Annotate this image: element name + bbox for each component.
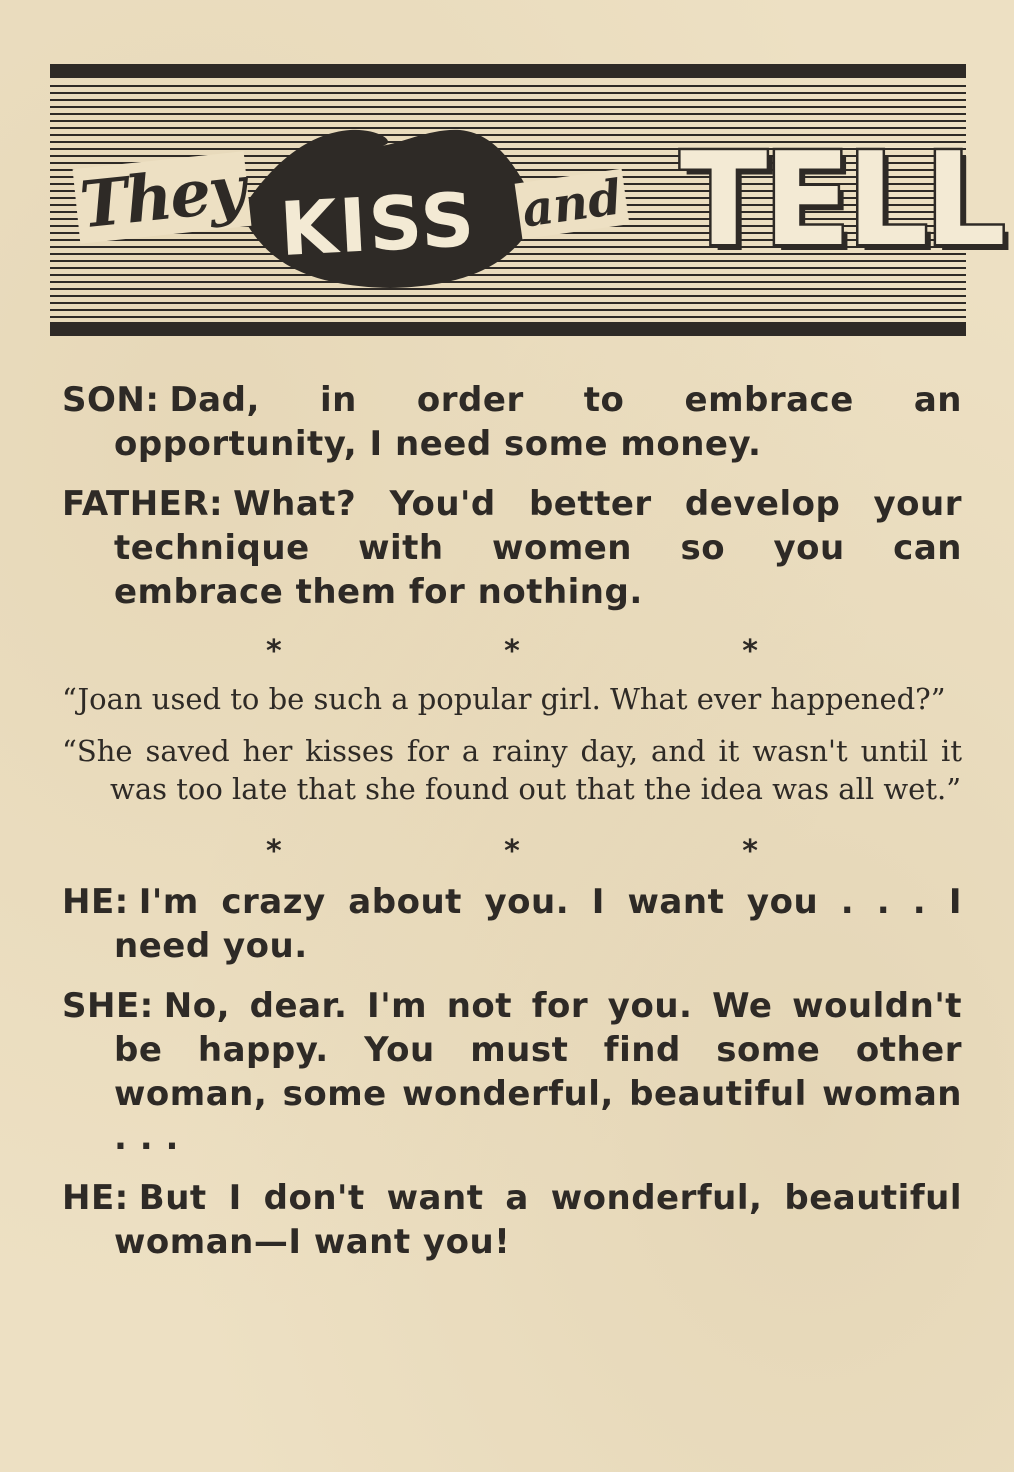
dialogue-text: I'm crazy about you. I want you . . . I need you. bbox=[114, 882, 962, 966]
speaker-label: SON: bbox=[62, 380, 160, 420]
title-tell: TELL bbox=[680, 126, 1002, 275]
joke2-question: “Joan used to be such a popular girl. What ever happened?” bbox=[62, 682, 946, 716]
dialogue-text: But I don't want a wonderful, beautiful woman—I want you! bbox=[114, 1178, 962, 1262]
title-kiss: KISS bbox=[277, 176, 479, 274]
joke3-he-reply bbox=[62, 1176, 962, 1264]
dialogue-text: Dad, in order to embrace an opportunity, I need some money. bbox=[114, 380, 962, 464]
speaker-label: SHE: bbox=[62, 986, 154, 1026]
title-banner bbox=[50, 64, 1002, 338]
dialogue-text: What? You'd better develop your technique with women so you can embrace them for nothing. bbox=[114, 484, 962, 612]
joke1-son bbox=[62, 378, 962, 466]
jokes-column bbox=[62, 378, 962, 1280]
joke3-he bbox=[62, 880, 962, 968]
speaker-label: FATHER: bbox=[62, 484, 224, 524]
joke2-answer: “She saved her kisses for a rainy day, and it wasn't until it was too late that she found out that the idea was all wet.” bbox=[62, 734, 962, 806]
speaker-label: HE: bbox=[62, 1178, 129, 1218]
speaker-label: HE: bbox=[62, 882, 129, 922]
separator-stars: * * * bbox=[266, 634, 864, 669]
title-they: They bbox=[73, 151, 252, 244]
dialogue-text: No, dear. I'm not for you. We wouldn't be happy. You must find some other woman, some wonderful, beautiful woman . . . bbox=[114, 986, 962, 1158]
separator-stars: * * * bbox=[266, 834, 864, 869]
joke1-father bbox=[62, 482, 962, 614]
joke3-she bbox=[62, 984, 962, 1160]
title-and: and bbox=[515, 169, 629, 239]
